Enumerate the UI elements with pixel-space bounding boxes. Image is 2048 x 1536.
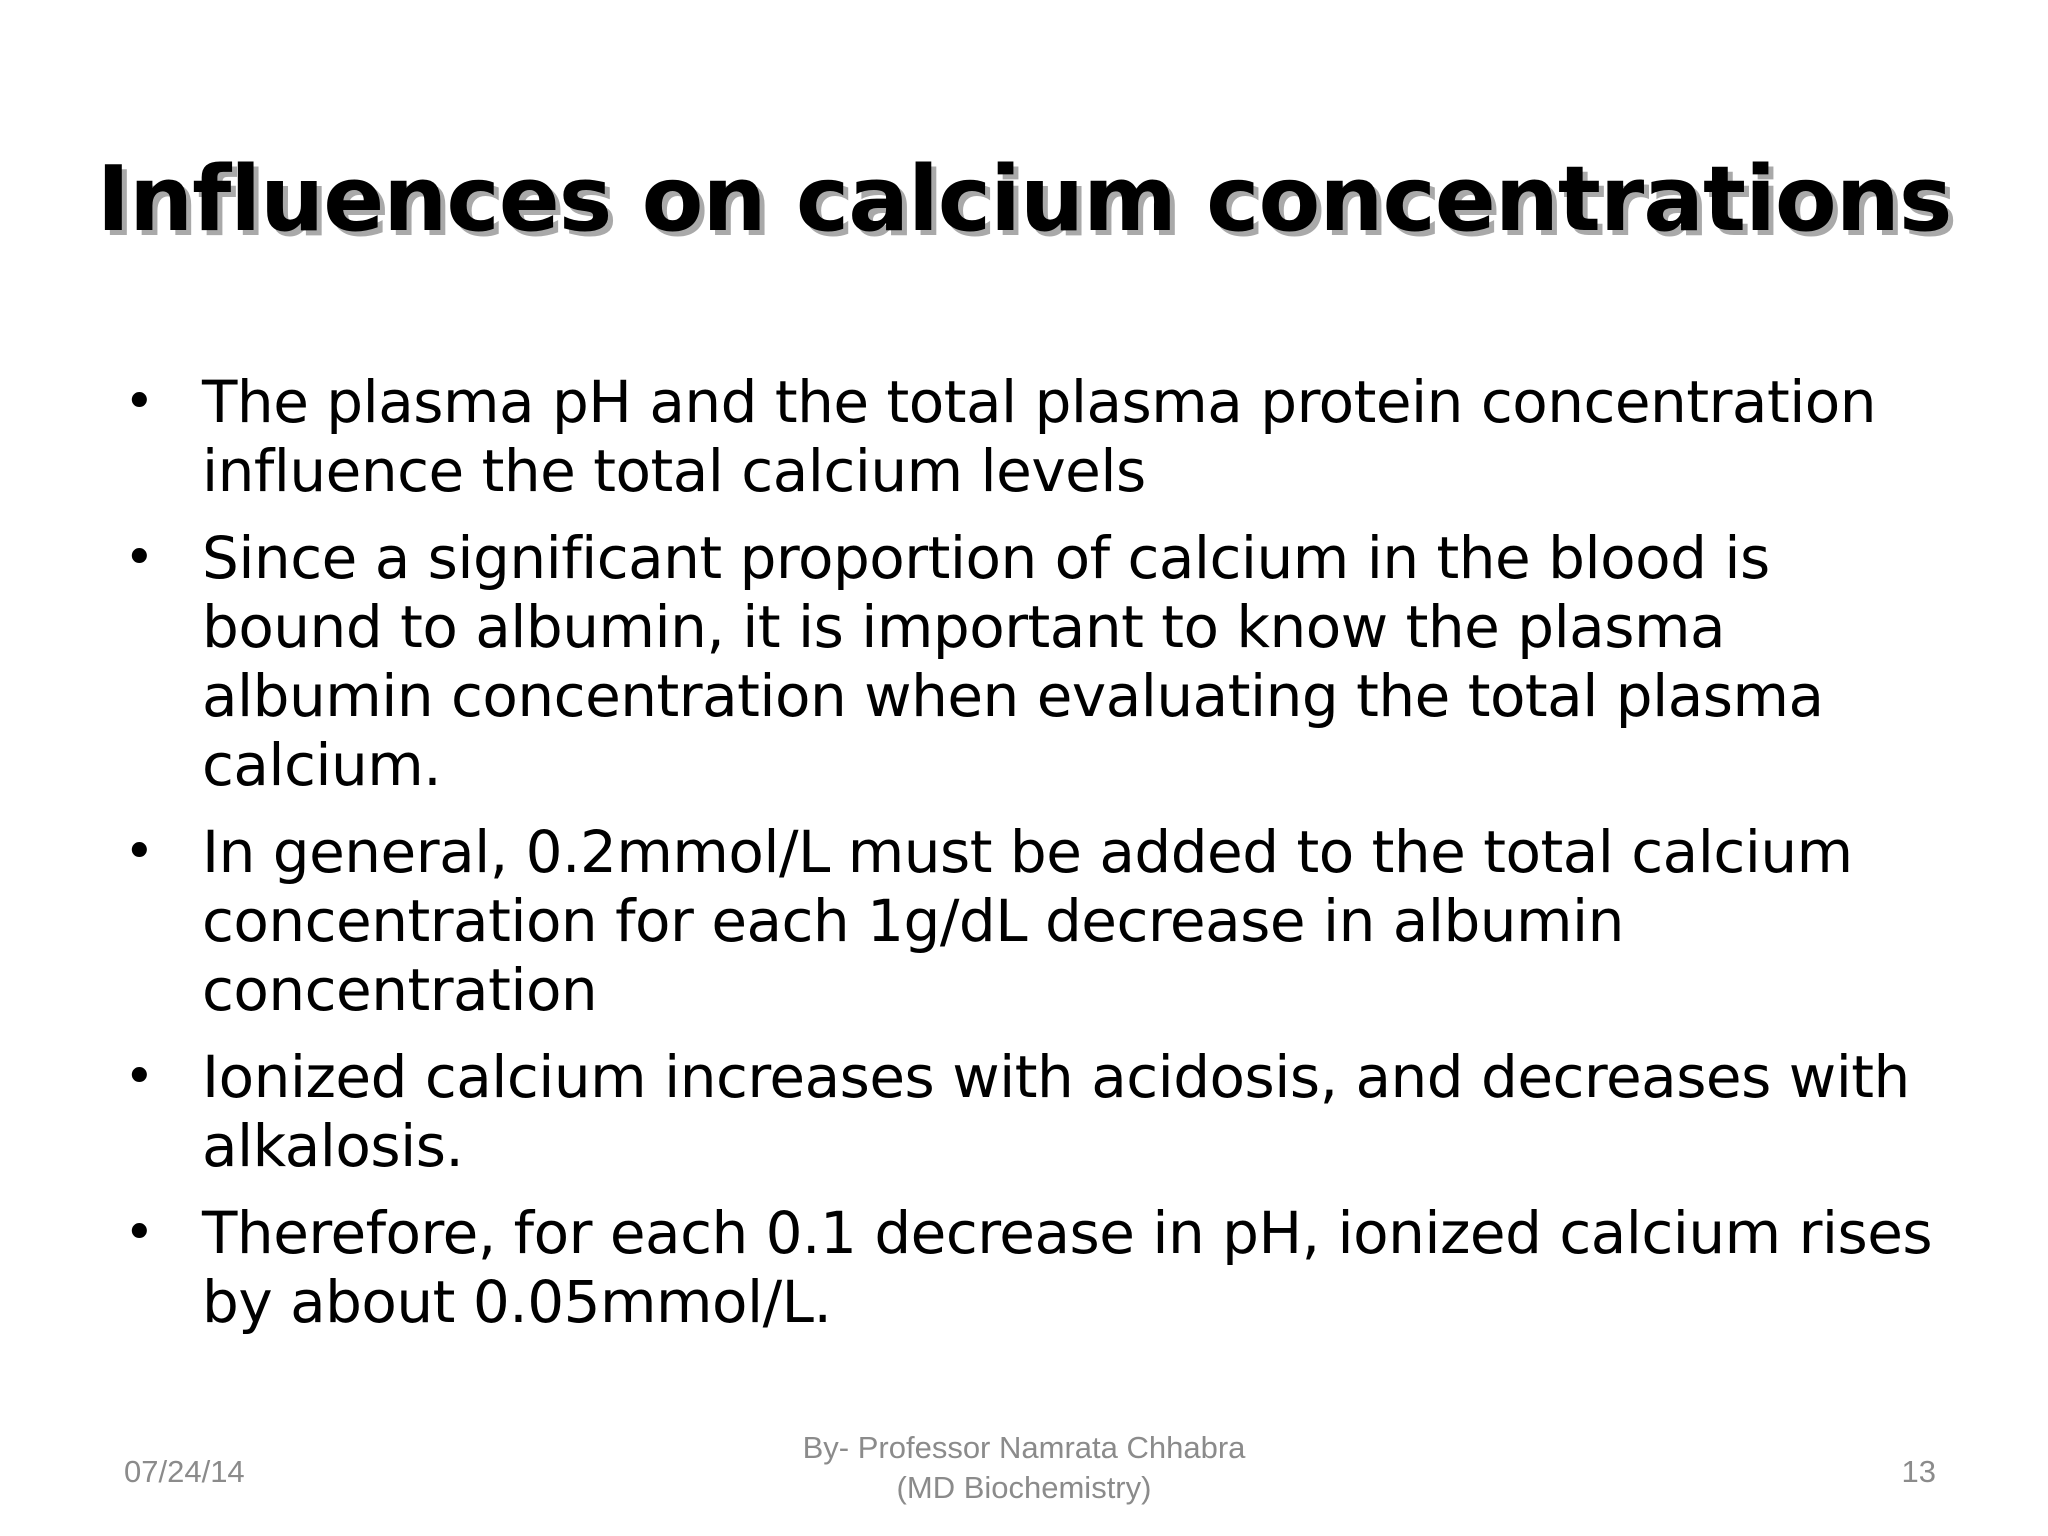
bullet-icon: • bbox=[124, 822, 155, 882]
footer-credit bbox=[724, 1428, 1324, 1508]
bullet-icon: • bbox=[124, 1203, 155, 1263]
bullet-icon: • bbox=[124, 372, 155, 432]
bullet-text: Ionized calcium increases with acidosis, and decreases with alkalosis. bbox=[202, 1043, 1910, 1180]
bullet-item bbox=[120, 818, 1950, 1025]
footer-credit-author: By- Professor Namrata Chhabra bbox=[802, 1430, 1246, 1465]
bullet-text: In general, 0.2mmol/L must be added to the total calcium concentration for each 1g/dL decrease in albumin concentration bbox=[202, 818, 1853, 1024]
bullet-icon: • bbox=[124, 528, 155, 588]
bullet-list bbox=[120, 368, 1950, 1355]
bullet-item bbox=[120, 1199, 1950, 1337]
bullet-text: Since a significant proportion of calcium in the blood is bound to albumin, it is important to know the plasma albumin concentration when evaluating the total plasma calcium. bbox=[202, 524, 1824, 799]
bullet-item bbox=[120, 1043, 1950, 1181]
bullet-text: The plasma pH and the total plasma protein concentration influence the total calcium levels bbox=[202, 368, 1877, 505]
slide-title: Influences on calcium concentrations bbox=[96, 147, 1952, 252]
bullet-text: Therefore, for each 0.1 decrease in pH, ionized calcium rises by about 0.05mmol/L. bbox=[202, 1199, 1933, 1336]
bullet-icon: • bbox=[124, 1047, 155, 1107]
bullet-item bbox=[120, 524, 1950, 800]
footer-date: 07/24/14 bbox=[124, 1454, 245, 1489]
page-number: 13 bbox=[1901, 1454, 1936, 1489]
bullet-item bbox=[120, 368, 1950, 506]
footer-credit-degree: (MD Biochemistry) bbox=[896, 1470, 1152, 1505]
